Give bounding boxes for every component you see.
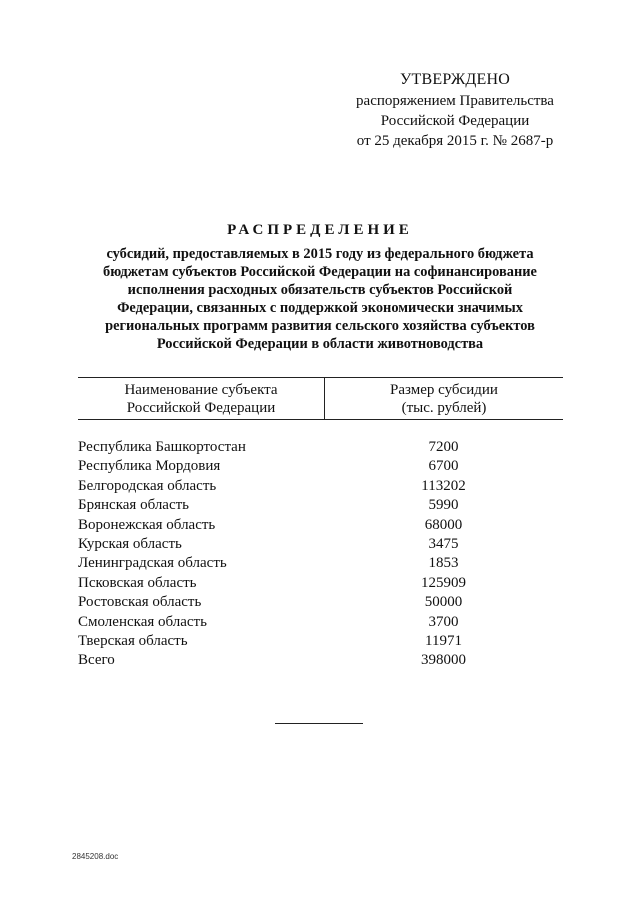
approval-line-1: распоряжением Правительства (356, 93, 554, 109)
subsidy-amount: 3700 (428, 613, 459, 630)
subtitle-line: бюджетам субъектов Российской Федерации на софинансирование (103, 264, 537, 280)
table-body (78, 438, 563, 671)
subtitle-line: региональных программ развития сельского хозяйства субъектов (105, 318, 535, 334)
table-row (78, 496, 563, 515)
subject-name: Псковская область (78, 574, 197, 591)
table-row (78, 457, 563, 476)
subject-name: Курская область (78, 535, 182, 552)
subsidy-amount: 1853 (428, 555, 459, 572)
column-header-subject-line1: Наименование субъекта (124, 382, 278, 398)
subsidy-amount: 5990 (428, 497, 459, 514)
table-row (78, 651, 563, 670)
subsidy-table (78, 377, 563, 671)
column-header-subject (78, 378, 325, 419)
subject-name: Смоленская область (78, 613, 207, 630)
subsidy-amount: 398000 (421, 652, 466, 669)
subsidy-amount: 125909 (421, 574, 466, 591)
column-header-subject-line2: Российской Федерации (126, 400, 276, 416)
subtitle-line: субсидий, предоставляемых в 2015 году из федерального бюджета (106, 246, 534, 262)
subtitle-line: исполнения расходных обязательств субъектов Российской (127, 282, 513, 298)
table-row (78, 535, 563, 554)
table-row (78, 438, 563, 457)
subject-name: Ленинградская область (78, 555, 227, 572)
subsidy-amount: 7200 (428, 439, 459, 455)
subject-name: Белгородская область (78, 477, 217, 494)
approval-block (330, 70, 580, 151)
table-row (78, 477, 563, 496)
document-subtitle (70, 245, 570, 353)
subject-name: Республика Башкортостан (78, 439, 246, 455)
approval-line-2: Российской Федерации (380, 113, 530, 129)
subject-name: Брянская область (78, 497, 190, 514)
subject-name: Ростовская область (78, 594, 202, 611)
subtitle-line: Российской Федерации в области животноводства (156, 336, 484, 352)
column-header-amount (325, 378, 563, 419)
subsidy-amount: 11971 (425, 632, 462, 649)
table-header (78, 377, 563, 420)
closing-rule (275, 723, 363, 724)
subsidy-amount: 68000 (424, 516, 463, 533)
subsidy-amount: 6700 (428, 458, 459, 475)
table-row (78, 574, 563, 593)
table-row (78, 516, 563, 535)
subsidy-amount: 50000 (424, 594, 463, 611)
subject-name: Тверская область (78, 632, 188, 649)
approval-line-3: от 25 декабря 2015 г. № 2687-р (356, 133, 554, 149)
column-header-amount-line1: Размер субсидии (390, 382, 498, 398)
table-row (78, 632, 563, 651)
document-title: РАСПРЕДЕЛЕНИЕ (227, 222, 413, 238)
table-row (78, 613, 563, 632)
file-name: 2845208.doc (72, 852, 119, 861)
subsidy-amount: 3475 (428, 535, 459, 552)
subject-name: Республика Мордовия (78, 458, 221, 475)
table-row (78, 593, 563, 612)
column-header-amount-line2: (тыс. рублей) (401, 400, 487, 416)
subject-name: Воронежская область (78, 516, 216, 533)
approval-header: УТВЕРЖДЕНО (399, 71, 510, 88)
subtitle-line: Федерации, связанных с поддержкой экономически значимых (117, 300, 523, 316)
subsidy-amount: 113202 (421, 477, 466, 494)
subject-name: Всего (78, 652, 115, 669)
table-row (78, 554, 563, 573)
